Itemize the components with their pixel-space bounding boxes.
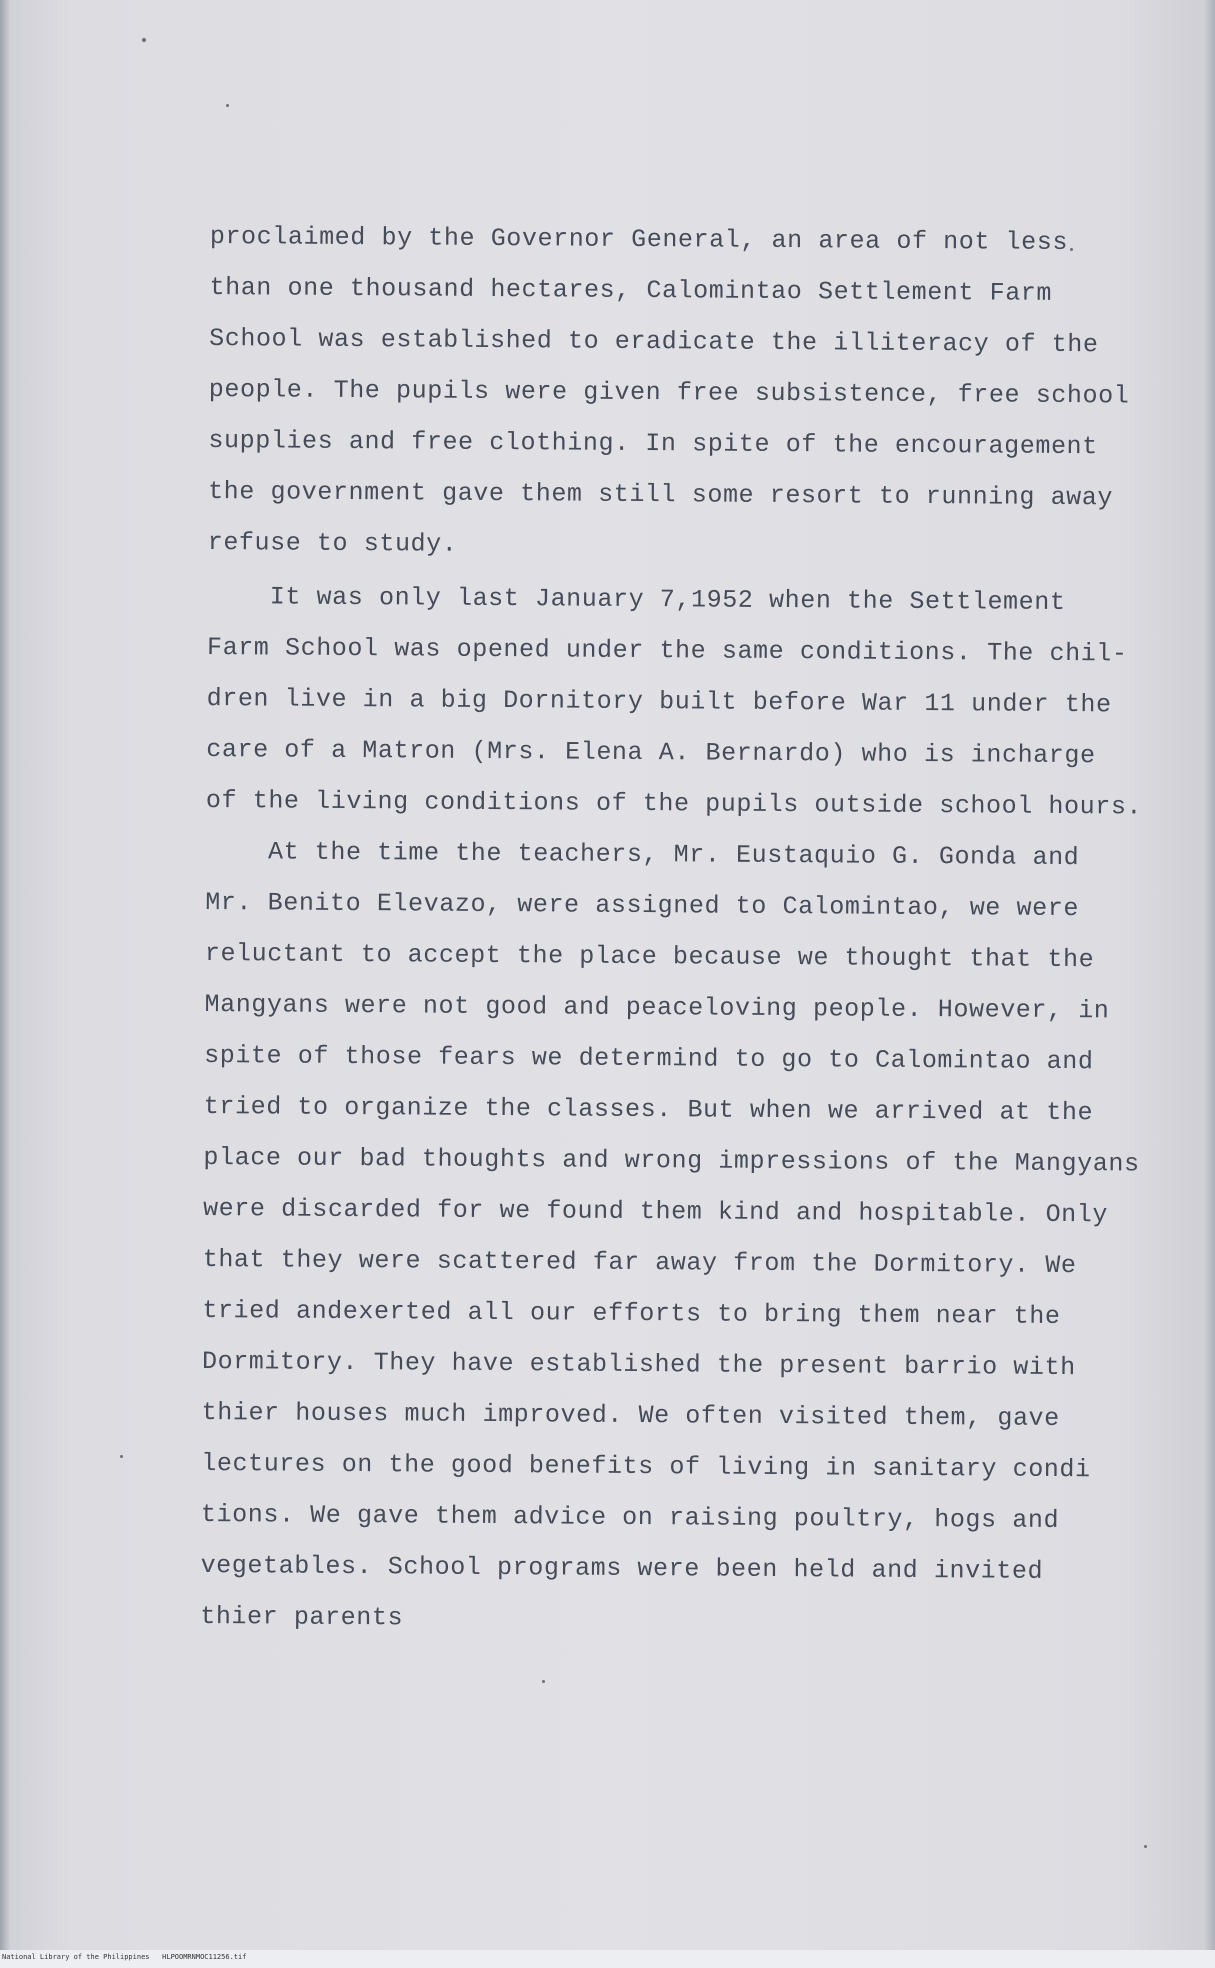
text-line: spite of those fears we determind to go to Calomintao and: [204, 1040, 1094, 1077]
text-line: vegetables. School programs were been held and invited: [200, 1550, 1044, 1586]
text-line: of the living conditions of the pupils outside school hours.: [205, 785, 1143, 822]
text-line: than one thousand hectares, Calomintao Settlement Farm: [209, 272, 1053, 308]
text-line: that they were scattered far away from the Dormitory. We: [202, 1244, 1077, 1281]
text-line: tried andexerted all our efforts to bring them near the: [202, 1295, 1061, 1331]
text-line: At the time the teachers, Mr. Eustaquio G. Gonda and: [205, 836, 1080, 873]
text-line: the government gave them still some resort to running away: [208, 476, 1114, 513]
page-left-edge: [0, 0, 10, 1950]
paper-speck: [142, 38, 146, 42]
text-line: Dormitory. They have established the present barrio with: [201, 1346, 1076, 1383]
text-line: supplies and free clothing. In spite of the encouragement: [208, 425, 1098, 462]
scan-footer-label: National Library of the Philippines HLPOOMRNMOC11256.tif: [2, 1953, 247, 1961]
text-line: thier parents: [200, 1601, 404, 1633]
text-line: It was only last January 7,1952 when the Settlement: [207, 581, 1066, 617]
text-line: tried to organize the classes. But when we arrived at the: [203, 1091, 1094, 1128]
text-line: Mangyans were not good and peaceloving people. However, in: [204, 989, 1110, 1026]
text-line: lectures on the good benefits of living in sanitary condi: [201, 1448, 1091, 1485]
text-line: place our bad thoughts and wrong impressions of the Mangyans: [203, 1142, 1140, 1179]
text-line: care of a Matron (Mrs. Elena A. Bernardo) who is incharge: [206, 734, 1096, 771]
text-line: Farm School was opened under the same conditions. The chil-: [206, 632, 1128, 669]
text-line: were discarded for we found them kind and hospitable. Only: [203, 1193, 1109, 1230]
paper-speck: [1070, 248, 1073, 251]
text-line: proclaimed by the Governor General, an area of not less: [209, 222, 1069, 257]
paper-speck: [226, 104, 229, 107]
text-line: tions. We gave them advice on raising poultry, hogs and: [200, 1499, 1060, 1535]
paper-speck: [542, 1680, 545, 1683]
text-line: School was established to eradicate the illiteracy of the: [209, 323, 1099, 360]
text-line: thier houses much improved. We often visited them, gave: [201, 1397, 1060, 1433]
text-line: dren live in a big Dornitory built before War 11 under the: [206, 683, 1112, 720]
paper-speck: [1144, 1845, 1147, 1848]
page-right-edge: [1203, 0, 1215, 1950]
text-line: refuse to study.: [207, 527, 458, 559]
paper-speck: [120, 1455, 123, 1458]
text-line: people. The pupils were given free subsistence, free school: [208, 374, 1130, 411]
text-line: Mr. Benito Elevazo, were assigned to Calomintao, we were: [205, 887, 1080, 924]
text-line: reluctant to accept the place because we thought that the: [204, 938, 1095, 975]
